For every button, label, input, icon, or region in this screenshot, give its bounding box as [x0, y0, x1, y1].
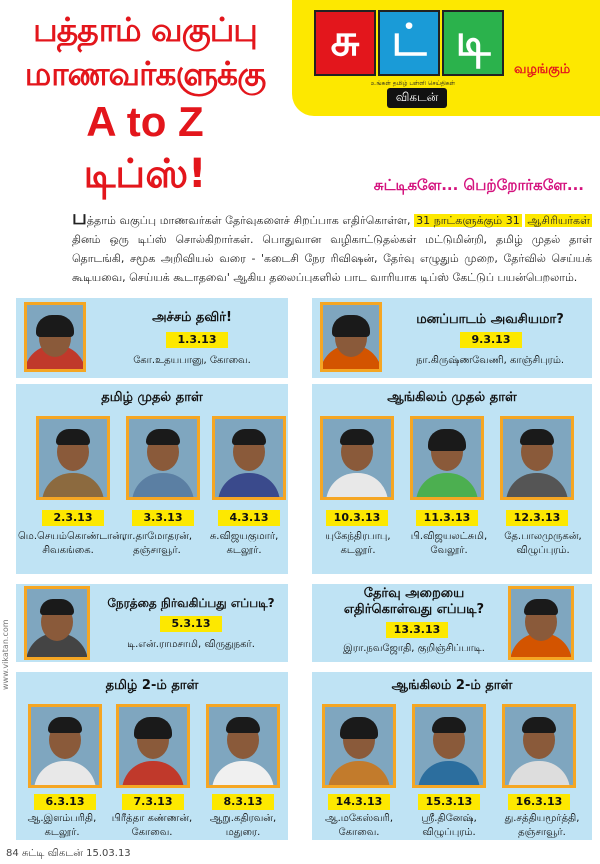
logo-letter-2: ட் [378, 10, 440, 76]
date-badge: 10.3.13 [326, 510, 388, 526]
teacher-photo [36, 416, 110, 500]
teacher-city: வேலூர். [430, 545, 468, 556]
intro-paragraph [72, 205, 592, 287]
panel-english-paper-2 [312, 672, 592, 840]
headline-line-2: மாணவர்களுக்கு [24, 54, 266, 93]
teacher-photo [320, 302, 382, 372]
teacher-name: ஆறு.கதிரவன், [209, 813, 277, 824]
teacher-name: பி.விஜயலட்சுமி, [410, 531, 488, 542]
teacher-name: தே.பாலமுருகன், [504, 531, 582, 542]
panel-title: அச்சம் தவிர்! [152, 310, 232, 325]
presents-label: வழங்கும் [514, 62, 571, 77]
panel-title: நேரத்தை நிர்வகிப்பது எப்படி? [107, 596, 275, 610]
date-badge: 12.3.13 [506, 510, 568, 526]
teacher-name: மெ.செயம்கொண்டான், [18, 531, 126, 542]
teacher-city: விழுப்புரம். [516, 545, 570, 556]
headline-line-3: A to Z [86, 98, 204, 145]
logo [314, 10, 504, 80]
teacher-photo [206, 704, 280, 788]
date-badge: 8.3.13 [212, 794, 274, 810]
date-badge: 14.3.13 [328, 794, 390, 810]
teacher-name: டி.என்.ராமசாமி, விருதுநகர். [127, 639, 255, 650]
intro-highlight-1: 31 நாட்களுக்கும் 31 [416, 214, 520, 227]
teacher-name: து.சத்தியமூர்த்தி, [504, 813, 580, 824]
headline-line-1: பத்தாம் வகுப்பு [33, 10, 257, 49]
teacher-name: ஆ.மகேஸ்வரி, [324, 813, 394, 824]
drop-letter: ப [72, 205, 87, 229]
teacher-photo [28, 704, 102, 788]
teacher-name: ஆ.இளம்பரிதி, [27, 813, 97, 824]
date-badge: 11.3.13 [416, 510, 478, 526]
logo-letter-1: சு [314, 10, 376, 76]
logo-vikatan: விகடன் [387, 88, 447, 108]
panel-title-line-2: எதிர்கொள்வது எப்படி? [343, 602, 485, 617]
panel-tamil-paper-2 [16, 672, 288, 840]
headline-line-4: டிப்ஸ்! [83, 151, 207, 197]
date-badge: 9.3.13 [460, 332, 522, 348]
teacher-city: கோவை. [131, 827, 173, 838]
date-badge: 3.3.13 [132, 510, 194, 526]
subhead: சுட்டிகளே... பெற்றோர்களே... [373, 176, 584, 194]
section-title: தமிழ் 2-ம் தாள் [105, 678, 199, 693]
teacher-name: சு.விஜயகுமார், [209, 531, 279, 542]
teacher-name: கோ.உதயபானு, கோவை. [133, 355, 251, 366]
teacher-photo [500, 416, 574, 500]
teacher-photo [320, 416, 394, 500]
brand-box [292, 0, 600, 116]
teacher-name: இரா.நவஜோதி, குறிஞ்சிப்பாடி. [343, 643, 485, 654]
teacher-city: கோவை. [338, 827, 380, 838]
teacher-name: பிரீத்தா கண்ணன், [111, 813, 193, 824]
panel-rote-learning [312, 298, 592, 378]
date-badge: 13.3.13 [386, 622, 448, 638]
teacher-name: யுகேந்திரபாபு, [325, 531, 391, 542]
panel-avoid-fear [16, 298, 288, 378]
date-badge: 16.3.13 [508, 794, 570, 810]
teacher-city: மதுரை. [225, 827, 261, 838]
section-title: ஆங்கிலம் 2-ம் தாள் [391, 678, 513, 693]
date-badge: 2.3.13 [42, 510, 104, 526]
teacher-city: தஞ்சாவூர். [518, 827, 566, 838]
teacher-photo [508, 586, 574, 660]
date-badge: 15.3.13 [418, 794, 480, 810]
panel-title-line-1: தேர்வு அறையை [363, 586, 465, 601]
teacher-name: நா.கிருஷ்ணவேணி, காஞ்சிபுரம். [415, 355, 565, 366]
date-badge: 1.3.13 [166, 332, 228, 348]
panel-time-management [16, 584, 288, 662]
teacher-photo [410, 416, 484, 500]
teacher-name: ஸ்ரீ.தினேஷ், [421, 813, 477, 824]
teacher-photo [24, 302, 86, 372]
panel-tamil-paper-1 [16, 384, 288, 574]
teacher-name: ரா.தாமோதரன், [121, 531, 193, 542]
panel-exam-hall [312, 584, 592, 662]
logo-tagline: உங்கள் தமிழ் பள்ளி செய்திகள் [370, 80, 456, 87]
teacher-photo [322, 704, 396, 788]
page-footer: 84 சுட்டி விகடன் 15.03.13 [6, 848, 131, 859]
section-title: ஆங்கிலம் முதல் தாள் [387, 390, 517, 405]
teacher-photo [126, 416, 200, 500]
date-badge: 5.3.13 [160, 616, 222, 632]
teacher-photo [24, 586, 90, 660]
date-badge: 7.3.13 [122, 794, 184, 810]
intro-part-1: த்தாம் வகுப்பு மாணவர்கள் தேர்வுகளைச் சிறப்பாக எதிர்கொள்ள, [86, 214, 415, 227]
teacher-city: விழுப்புரம். [422, 827, 476, 838]
teacher-city: கடலூர். [226, 545, 262, 556]
date-badge: 6.3.13 [34, 794, 96, 810]
date-badge: 4.3.13 [218, 510, 280, 526]
teacher-city: தஞ்சாவூர். [133, 545, 181, 556]
intro-part-2: தினம் ஒரு டிப்ஸ் சொல்கிறார்கள். பொதுவான வழிகாட்டுதல்கள் மட்டுமின்றி, தமிழ் முதல் தாள் தொடங்கி, சமூக அறிவியல் வரை - 'கடைசி நேர ரிவிஷன், தேர்வு எழுதும் முறை, தேர்வில் செய்யக் கூடியவை, செய்யக் கூடாதவை' ஆகிய தலைப்புகளில் பாட வாரியாக டிப்ஸ் கேட்டுப் பயன்பெறலாம். [72, 233, 592, 284]
headline [0, 8, 290, 200]
teacher-city: கடலூர். [340, 545, 376, 556]
teacher-photo [116, 704, 190, 788]
intro-highlight-2: ஆசிரியர்கள் [527, 214, 591, 227]
panel-english-paper-1 [312, 384, 592, 574]
teacher-city: சிவகங்கை. [42, 545, 94, 556]
teacher-city: கடலூர். [44, 827, 80, 838]
panel-title: மனப்பாடம் அவசியமா? [416, 312, 564, 327]
teacher-photo [212, 416, 286, 500]
logo-letter-3: டி [442, 10, 504, 76]
side-url: www.vikatan.com [1, 619, 10, 690]
teacher-photo [502, 704, 576, 788]
section-title: தமிழ் முதல் தாள் [101, 390, 203, 405]
teacher-photo [412, 704, 486, 788]
